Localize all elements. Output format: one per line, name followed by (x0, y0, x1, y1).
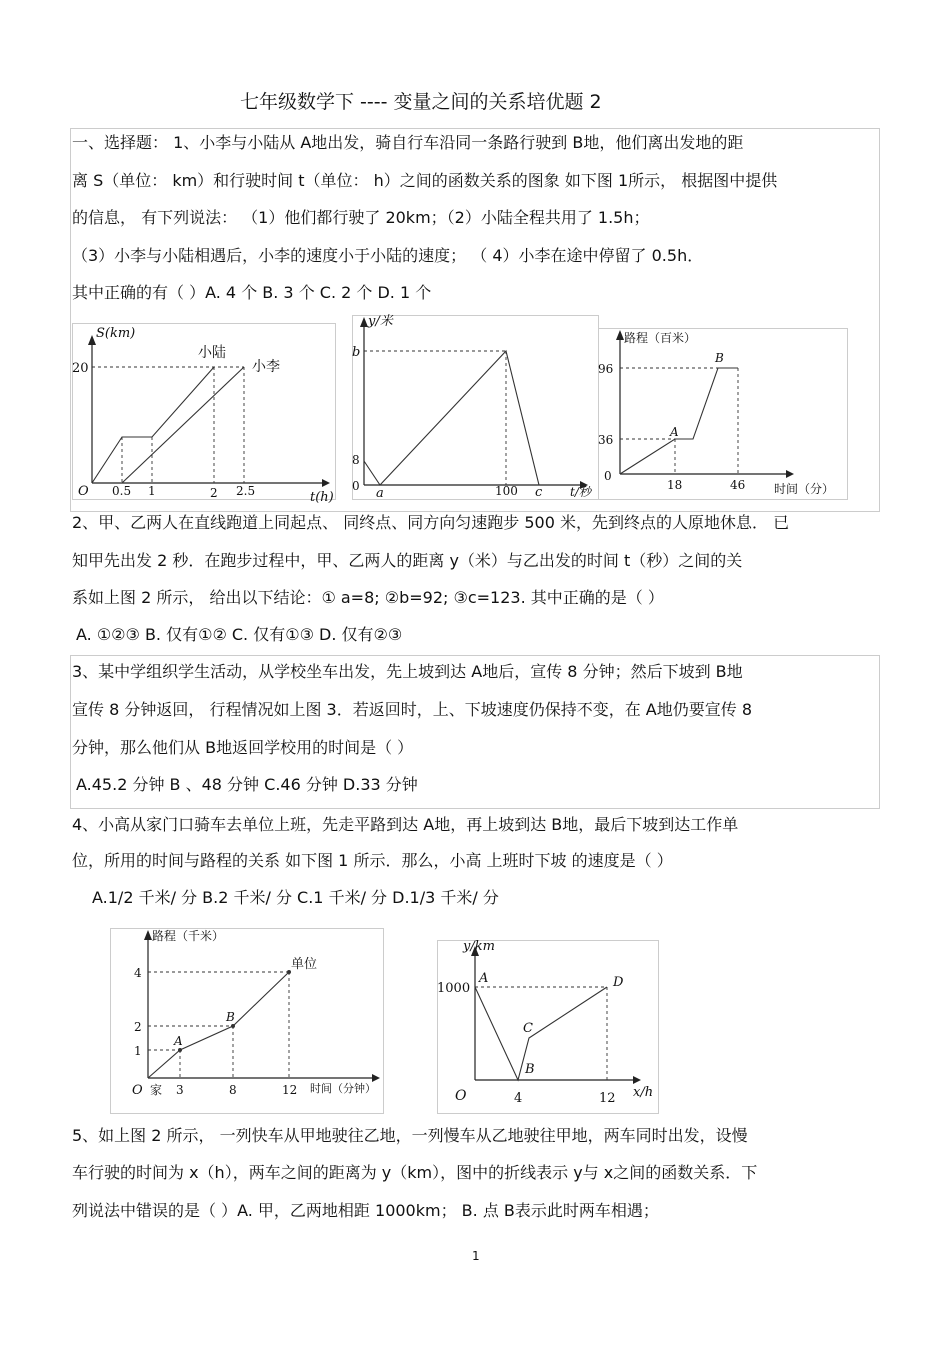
graph-2-tick-8: 8 (352, 453, 360, 467)
graph-5 (437, 940, 657, 1112)
question-4-line-2: 位，所用的时间与路程的关系 如下图 1 所示．那么，小高 上班时下坡 的速度是（ ） (72, 851, 673, 870)
graph-4-home: 家 (150, 1083, 163, 1097)
graph-1-line-xiaolu (92, 367, 214, 483)
graph-5-point-b: B (525, 1062, 535, 1077)
graph-5-tick-12: 12 (599, 1091, 616, 1106)
graph-2-tick-100: 100 (495, 484, 518, 498)
graph-1-label-xiaolu: 小陆 (198, 345, 226, 361)
graph-1-x-arrow (322, 479, 330, 487)
graph-2-line (364, 351, 539, 485)
graph-3-line (620, 368, 738, 474)
question-3-line-4: A.45.2 分钟 B 、48 分钟 C.46 分钟 D.33 分钟 (76, 775, 418, 794)
question-5-line-1: 5、如上图 2 所示， 一列快车从甲地驶往乙地，一列慢车从乙地驶往甲地，两车同时出发，设慢 (72, 1126, 748, 1145)
question-5-line-2: 车行驶的时间为 x（h），两车之间的距离为 y（km），图中的折线表示 y与 x之间的函数关系．下 (72, 1163, 758, 1182)
graph-1-tick-1: 1 (148, 484, 156, 498)
graph-4-tick-1: 1 (134, 1044, 142, 1058)
question-2-line-1: 2、甲、乙两人在直线跑道上同起点、 同终点、同方向匀速跑步 500 米，先到终点的人原地休息． 已 (72, 513, 790, 532)
question-3-line-3: 分钟，那么他们从 B地返回学校用的时间是（ ） (72, 738, 414, 757)
graph-4-x-label: 时间（分钟） (310, 1082, 376, 1095)
graph-5-point-a: A (479, 971, 489, 986)
graph-1 (72, 323, 334, 505)
graph-2-tick-c: c (535, 485, 543, 500)
graph-5-tick-4: 4 (514, 1091, 523, 1106)
graph-2-tick-a: a (376, 486, 384, 501)
graph-5-line (475, 987, 607, 1080)
graph-1-x-label: t(h) (310, 490, 334, 505)
question-2-line-4: A. ①②③ B. 仅有①② C. 仅有①③ D. 仅有②③ (76, 625, 403, 644)
page-number: 1 (472, 1249, 480, 1263)
question-1-line-1: 一、选择题： 1、小李与小陆从 A地出发，骑自行车沿同一条路行驶到 B地，他们离出发地的距 (72, 133, 744, 152)
graph-3 (598, 328, 846, 498)
graph-4-tick-4: 4 (134, 966, 142, 980)
question-3-line-2: 宣传 8 分钟返回， 行程情况如上图 3．若返回时，上、下坡速度仍保持不变，在 A地仍要宣传 8 (72, 700, 753, 719)
graph-3-tick-0: 0 (604, 469, 612, 483)
graph-4 (110, 928, 382, 1112)
graph-4-tick-3: 3 (176, 1083, 184, 1097)
question-5-line-3: 列说法中错误的是（ ）A. 甲，乙两地相距 1000km； B. 点 B表示此时两车相遇； (72, 1201, 659, 1220)
graph-3-point-b: B (715, 351, 724, 365)
graph-1-label-xiaoli: 小李 (252, 359, 280, 375)
graph-5-point-c: C (523, 1021, 533, 1036)
graph-1-tick-20: 20 (72, 361, 89, 376)
graph-3-tick-36: 36 (598, 433, 614, 447)
question-1-line-4: （3）小李与小陆相遇后，小李的速度小于小陆的速度； （ 4）小李在途中停留了 0.5h． (72, 246, 704, 265)
graph-2 (352, 314, 597, 501)
graph-3-y-label: 路程（百米） (624, 331, 697, 345)
graph-3-tick-96: 96 (598, 362, 614, 376)
question-4-line-1: 4、小高从家门口骑车去单位上班，先走平路到达 A地，再上坡到达 B地，最后下坡到达工作单 (72, 815, 739, 834)
graph-1-tick-2-5: 2.5 (236, 484, 256, 498)
graph-4-origin: O (132, 1083, 143, 1098)
graph-4-point-b-dot (231, 1024, 235, 1028)
question-2-line-2: 知甲先出发 2 秒．在跑步过程中，甲、乙两人的距离 y（米）与乙出发的时间 t（秒）之间的关 (72, 551, 743, 570)
graph-5-x-label: x/h (633, 1085, 654, 1100)
graph-5-point-d: D (613, 975, 624, 990)
graph-1-tick-0-5: 0.5 (112, 484, 132, 498)
question-1-line-3: 的信息， 有下列说法： （1）他们都行驶了 20km；（2）小陆全程共用了 1.5h； (72, 208, 650, 227)
graph-4-point-a: A (174, 1034, 183, 1048)
graph-2-tick-b: b (352, 345, 361, 360)
graph-1-line-xiaoli (122, 367, 244, 483)
graph-5-origin: O (455, 1088, 467, 1104)
page-title: 七年级数学下 ---- 变量之间的关系培优题 2 (240, 91, 602, 113)
graph-4-tick-12: 12 (282, 1083, 298, 1097)
graph-3-tick-46: 46 (730, 478, 746, 492)
graph-2-x-label: t/秒 (570, 485, 591, 499)
graph-5-y-label: y/km (463, 939, 495, 954)
graph-1-tick-2: 2 (210, 486, 218, 500)
graph-1-y-label: S(km) (96, 326, 136, 341)
question-3-line-1: 3、某中学组织学生活动，从学校坐车出发，先上坡到达 A地后，宣传 8 分钟；然后下坡到 B地 (72, 662, 743, 681)
question-4-line-3: A.1/2 千米/ 分 B.2 千米/ 分 C.1 千米/ 分 D.1/3 千米/ 分 (92, 888, 499, 907)
graph-4-tick-8: 8 (229, 1083, 237, 1097)
graph-3-x-label: 时间（分） (774, 482, 835, 496)
graph-4-y-label: 路程（千米） (152, 929, 225, 943)
graph-3-point-a: A (670, 425, 679, 439)
graph-4-line (148, 972, 289, 1078)
graph-4-point-b: B (226, 1010, 235, 1024)
graph-2-tick-0: 0 (352, 479, 360, 493)
graph-2-y-label: y/米 (368, 314, 393, 329)
question-1-line-5: 其中正确的有（ ）A. 4 个 B. 3 个 C. 2 个 D. 1 个 (72, 283, 432, 302)
question-2-line-3: 系如上图 2 所示， 给出以下结论：① a=8; ②b=92; ③c=123. 其中正确的是（ ） (72, 588, 664, 607)
graph-4-point-a-dot (178, 1048, 182, 1052)
graph-5-tick-1000: 1000 (437, 981, 471, 996)
graph-1-y-arrow (88, 335, 96, 345)
graph-4-tick-2: 2 (134, 1020, 142, 1034)
question-1-line-2: 离 S（单位： km）和行驶时间 t（单位： h）之间的函数关系的图象 如下图 1所示， 根据图中提供 (72, 171, 778, 190)
graph-3-tick-18: 18 (667, 478, 683, 492)
graph-1-origin: O (78, 484, 89, 499)
graph-4-unit-label: 单位 (291, 957, 318, 972)
